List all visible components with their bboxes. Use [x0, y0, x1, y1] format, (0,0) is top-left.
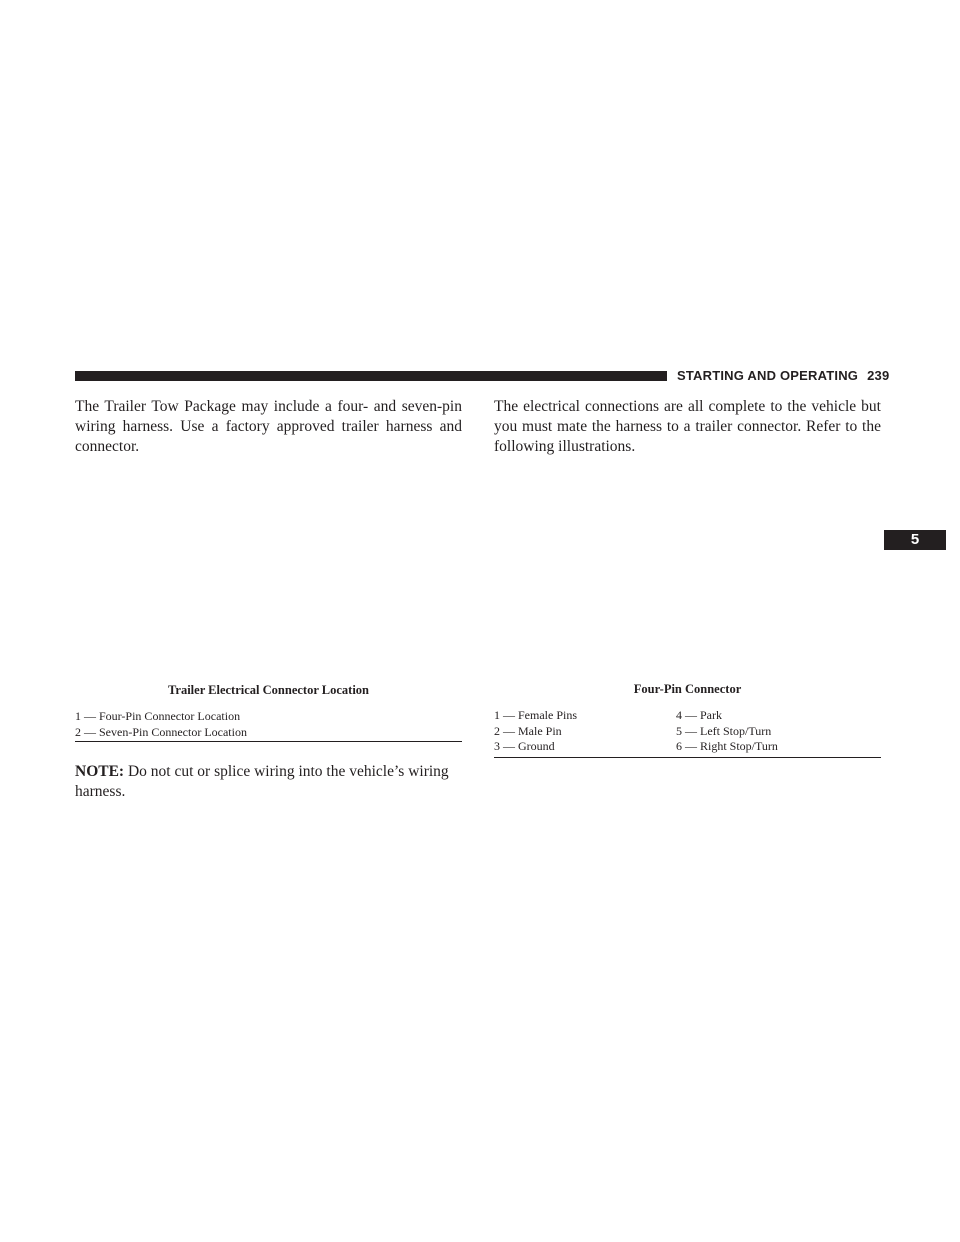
left-intro-paragraph: The Trailer Tow Package may include a four- and seven-pin wiring harness. Use a factory approved trailer harness and connector.: [75, 398, 462, 455]
header-rule-bar: [75, 371, 667, 381]
legend-item: 1 — Female Pins: [494, 708, 577, 722]
note-paragraph: [75, 762, 462, 802]
legend-item: 4 — Park: [676, 708, 722, 722]
note-label: NOTE:: [75, 763, 125, 780]
page-number: 239: [867, 368, 890, 383]
note-text: Do not cut or splice wiring into the vehicle’s wiring harness.: [75, 763, 449, 800]
legend-item: 6 — Right Stop/Turn: [676, 739, 778, 753]
four-pin-connector-figure: [494, 462, 881, 672]
legend-item: 2 — Seven-Pin Connector Location: [75, 724, 247, 739]
chapter-tab: 5: [884, 530, 946, 550]
figure-caption-four-pin: Four-Pin Connector: [633, 682, 742, 696]
legend-item: 5 — Left Stop/Turn: [676, 723, 772, 738]
running-header: [677, 368, 889, 383]
figure-caption-connector-location: Trailer Electrical Connector Location: [168, 683, 369, 697]
legend-divider: [494, 757, 881, 758]
trailer-connector-location-figure: [75, 462, 462, 672]
legend-item: 2 — Male Pin: [494, 723, 562, 738]
legend-divider: [75, 741, 462, 742]
legend-item: 1 — Four-Pin Connector Location: [75, 709, 241, 723]
legend-item: 3 — Ground: [494, 739, 555, 753]
right-intro-paragraph: The electrical connections are all complete to the vehicle but you must mate the harness to a trailer connector. Refer to the following illustrations.: [494, 398, 881, 455]
figure-legend-connector-location: [75, 709, 462, 740]
figure-legend-four-pin: [494, 708, 881, 755]
section-title: STARTING AND OPERATING: [677, 368, 859, 383]
